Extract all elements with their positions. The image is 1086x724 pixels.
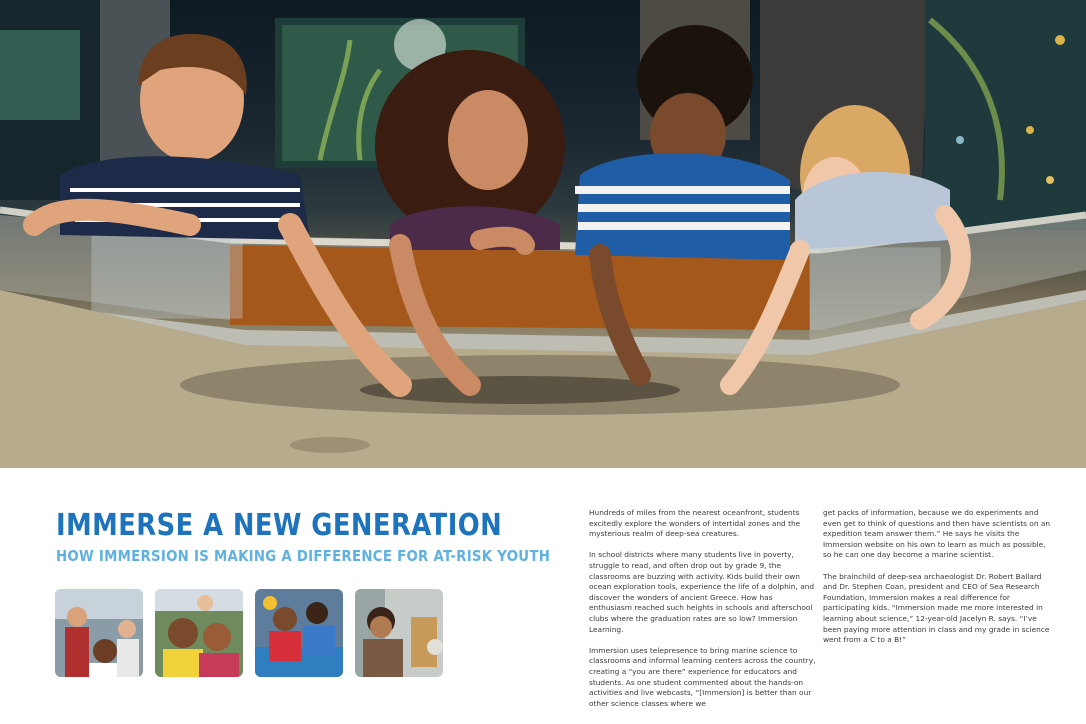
thumbnail-photo-students-with-model xyxy=(255,589,343,677)
body-column-1 xyxy=(589,508,817,720)
paragraph: Hundreds of miles from the nearest oceanfront, students excitedly explore the wonders of intertidal zones and the mysterious realm of deep-sea creatures. xyxy=(589,508,801,539)
thumbnail-photo-boy-with-skull xyxy=(355,589,443,677)
subheadline: HOW IMMERSION IS MAKING A DIFFERENCE FOR AT-RISK YOUTH xyxy=(56,547,551,565)
headline: IMMERSE A NEW GENERATION xyxy=(56,508,503,543)
thumbnail-photo-smiling-girls xyxy=(155,589,243,677)
thumbnail-strip xyxy=(55,589,455,677)
body-column-2 xyxy=(823,508,1051,656)
paragraph: In school districts where many students live in poverty, struggle to read, and often drop out by grade 9, the classrooms are buzzing with activity. Kids build their own ocean exploration tools, experience the life of a dolphin, and discover the wonders of ancient Greece. How has enthusiasm reached such heights in schools and afterschool clubs where the graduation rates are so low? Immersion Learning. xyxy=(589,550,815,634)
paragraph: get packs of information, because we do experiments and even get to think of questions and then have scientists on an expedition team answer them.” He says he visits the Immersion website on his own to learn as much as possible, so he can one day become a marine scientist. xyxy=(823,508,1051,560)
paragraph: Immersion uses telepresence to bring marine science to classrooms and informal learning centers across the country, creating a “you are there” experience for educators and students. As one student commented about the hands-on activities and live webcasts, “[Immersion] is better than our other science classes where we xyxy=(589,645,816,708)
thumbnail-photo-classroom-group xyxy=(55,589,143,677)
paragraph: The brainchild of deep-sea archaeologist Dr. Robert Ballard and Dr. Stephen Coan, president and CEO of Sea Research Foundation, Immersion makes a real difference for participating kids. “Immersion made me more interested in learning about science,” 12-year-old Jacelyn R. says. “I’ve been paying more attention in class and my grade in science went from a C to a B!” xyxy=(823,571,1050,645)
